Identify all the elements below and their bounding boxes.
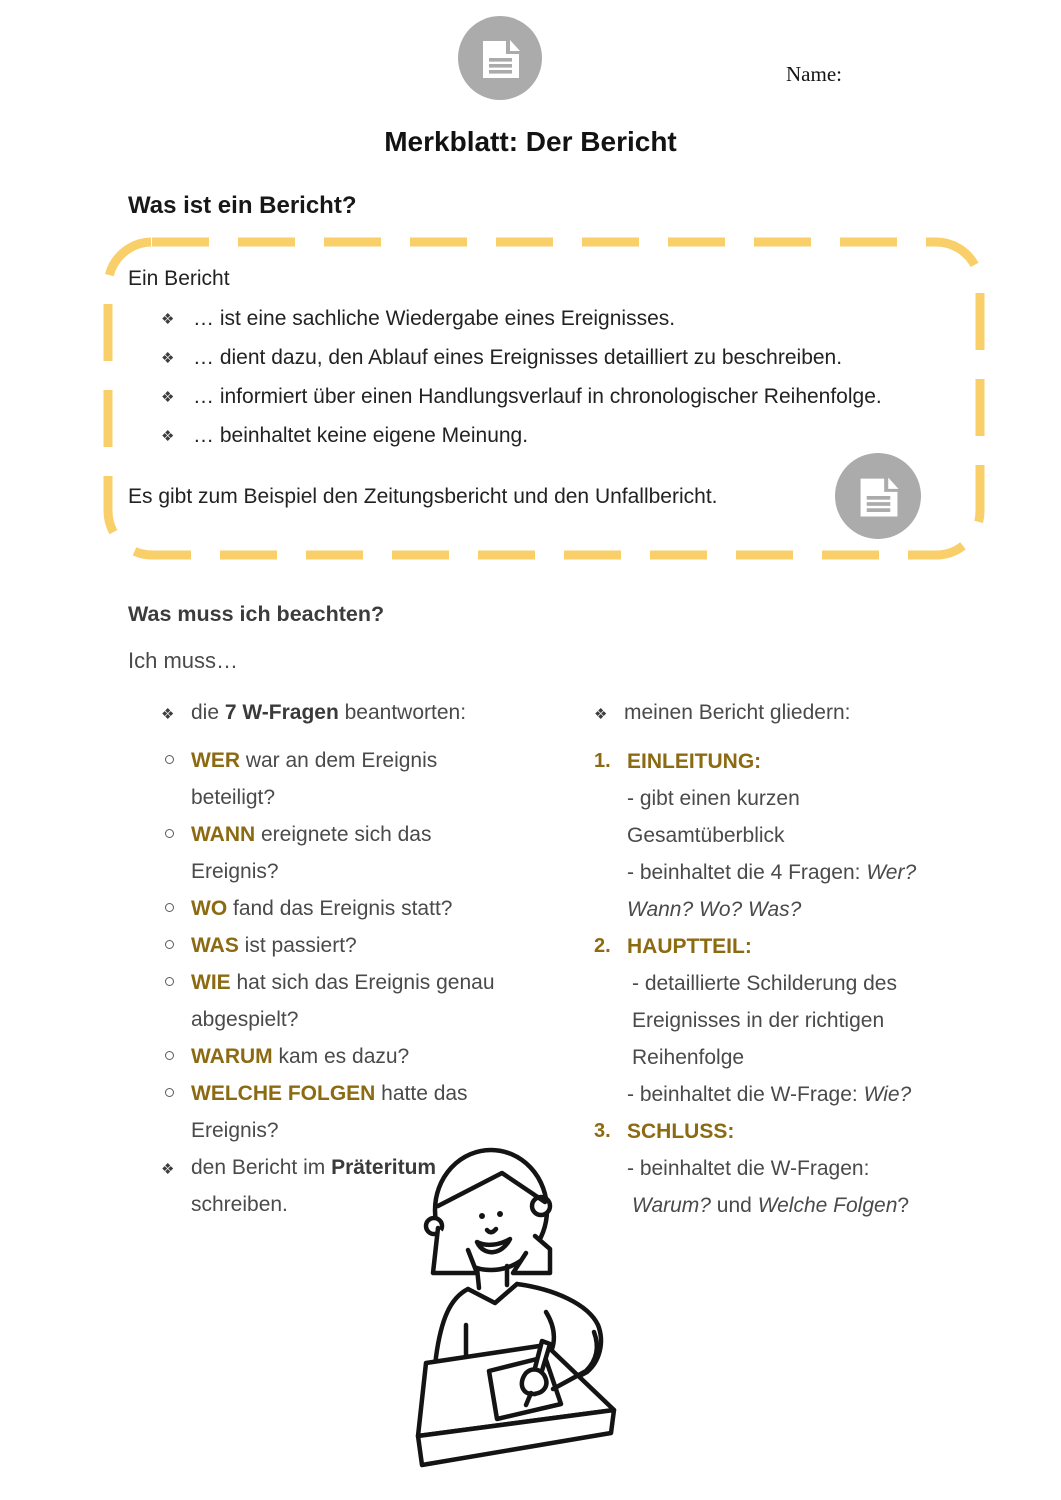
- definition-bullet-list: [161, 299, 882, 455]
- page-title: Merkblatt: Der Bericht: [384, 126, 677, 157]
- question-text: war an dem Ereignis beteiligt?: [191, 749, 438, 809]
- list-item: [161, 299, 882, 338]
- list-item: [161, 416, 882, 455]
- tense-text-bold: Präteritum: [331, 1156, 437, 1179]
- bullet-text: … ist eine sachliche Wiedergabe eines Ereignisses.: [193, 307, 676, 330]
- line-text: ?: [897, 1194, 910, 1217]
- lead-text: die: [191, 701, 225, 724]
- outline-line: [627, 1187, 945, 1224]
- definition-box: [103, 237, 985, 560]
- diamond-bullet-icon: ❖: [161, 311, 175, 328]
- line-italic: Wie?: [863, 1083, 912, 1106]
- circle-bullet-icon: [165, 903, 174, 912]
- diamond-bullet-icon: ❖: [161, 350, 175, 367]
- bullet-text: … dient dazu, den Ablauf eines Ereignisses detailliert zu beschreiben.: [193, 346, 843, 369]
- w-word: WIE: [191, 971, 231, 994]
- document-icon: [458, 16, 542, 100]
- w-question-item: [161, 964, 503, 1038]
- circle-bullet-icon: [165, 940, 174, 949]
- w-question-item: [161, 742, 503, 816]
- w-question-list: [161, 742, 511, 1149]
- diamond-bullet-icon: ❖: [161, 389, 175, 406]
- bullet-text: … informiert über einen Handlungsverlauf in chronologischer Reihenfolge.: [193, 385, 882, 408]
- w-word: WO: [191, 897, 228, 920]
- question-text: hat sich das Ereignis genau abgespielt?: [191, 971, 495, 1031]
- circle-bullet-icon: [165, 977, 174, 986]
- outline-line: - beinhaltet die W-Fragen:: [627, 1157, 870, 1180]
- outline-number: 3.: [594, 1120, 611, 1142]
- outline-line: [627, 854, 945, 928]
- section-heading-rules: Was muss ich beachten?: [128, 602, 385, 626]
- outline-line: - detaillierte Schilderung des Ereignisses in der richtigen Reihenfolge: [632, 972, 897, 1069]
- line-text: - beinhaltet die W-Frage:: [627, 1083, 864, 1106]
- question-text: kam es dazu?: [272, 1045, 410, 1068]
- outline-title: HAUPTTEIL:: [627, 935, 752, 958]
- diamond-bullet-icon: ❖: [594, 706, 608, 723]
- lead-text: beantworten:: [338, 701, 467, 724]
- circle-bullet-icon: [165, 1088, 174, 1097]
- w-question-item: [161, 1038, 503, 1075]
- box-lead-text: Ein Bericht: [128, 267, 230, 290]
- w-question-item: [161, 890, 503, 927]
- box-example-text: Es gibt zum Beispiel den Zeitungsbericht und den Unfallbericht.: [128, 485, 718, 508]
- outline-line: - gibt einen kurzen Gesamtüberblick: [627, 787, 800, 847]
- list-item: [161, 377, 882, 416]
- question-text: fand das Ereignis statt?: [227, 897, 453, 920]
- outline-lead: [594, 694, 950, 731]
- tense-text: den Bericht im: [191, 1156, 332, 1179]
- circle-bullet-icon: [165, 755, 174, 764]
- w-question-item: [161, 816, 503, 890]
- diamond-bullet-icon: ❖: [161, 428, 175, 445]
- circle-bullet-icon: [165, 829, 174, 838]
- lead-text: meinen Bericht gliedern:: [624, 701, 851, 724]
- w-word: WER: [191, 749, 240, 772]
- line-text: und: [710, 1194, 758, 1217]
- tense-text: schreiben.: [191, 1193, 288, 1216]
- outline-item-einleitung: [594, 743, 945, 928]
- outline-title: SCHLUSS:: [627, 1120, 735, 1143]
- document-icon: [835, 453, 921, 539]
- outline-number: 2.: [594, 935, 611, 957]
- w-question-item: [161, 1075, 503, 1149]
- outline-line: [627, 1076, 945, 1113]
- question-text: hatte das Ereignis?: [191, 1082, 468, 1142]
- list-item: [161, 338, 882, 377]
- line-italic: Wer? Wann? Wo? Was?: [627, 861, 917, 921]
- question-text: ereignete sich das Ereignis?: [191, 823, 432, 883]
- lead-text-bold: 7 W-Fragen: [224, 701, 339, 724]
- w-word: WELCHE FOLGEN: [191, 1082, 376, 1105]
- circle-bullet-icon: [165, 1051, 174, 1060]
- rules-lead-text: Ich muss…: [128, 648, 239, 673]
- w-word: WARUM: [191, 1045, 273, 1068]
- outline-title: EINLEITUNG:: [627, 750, 762, 773]
- name-label: Name:: [786, 62, 842, 86]
- w-question-item: [161, 927, 503, 964]
- question-text: ist passiert?: [238, 934, 357, 957]
- w-word: WAS: [191, 934, 239, 957]
- w-word: WANN: [191, 823, 256, 846]
- outline-number: 1.: [594, 750, 611, 772]
- diamond-bullet-icon: ❖: [161, 1161, 175, 1178]
- line-italic: Welche Folgen: [757, 1194, 898, 1217]
- bullet-text: … beinhaltet keine eigene Meinung.: [193, 424, 529, 447]
- outline-item-hauptteil: [594, 928, 945, 1113]
- w-questions-lead: [161, 694, 511, 731]
- diamond-bullet-icon: ❖: [161, 706, 175, 723]
- line-text: - beinhaltet die 4 Fragen:: [627, 861, 867, 884]
- line-italic: Warum?: [632, 1194, 711, 1217]
- girl-writing-illustration: [398, 1142, 660, 1490]
- section-heading-definition: Was ist ein Bericht?: [128, 192, 357, 219]
